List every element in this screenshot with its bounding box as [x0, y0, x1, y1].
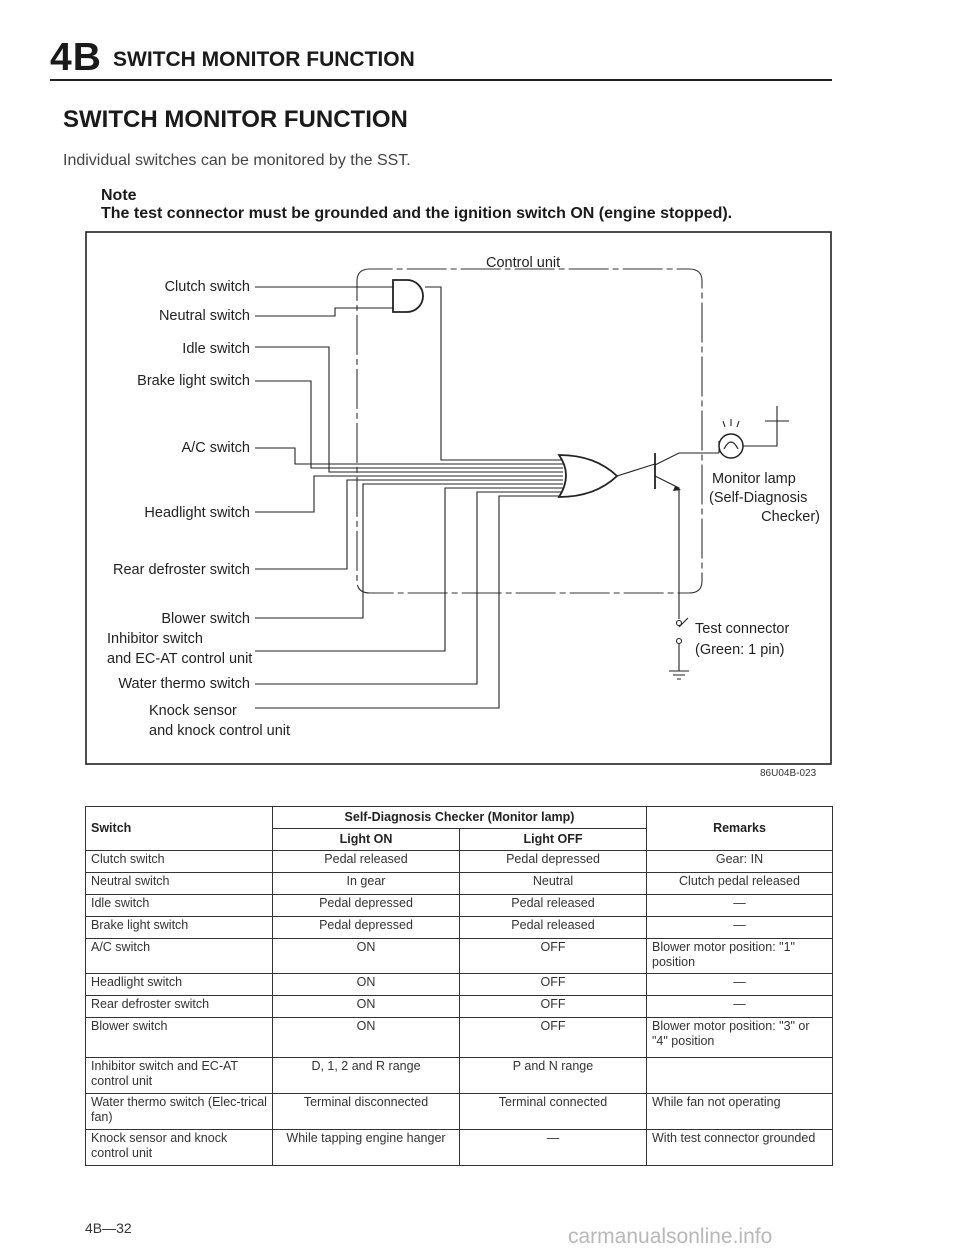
neutral-switch-label: Neutral switch: [158, 308, 250, 324]
switch-header: Switch: [86, 807, 273, 851]
row-light-off: P and N range: [460, 1058, 647, 1094]
row-switch: Water thermo switch (Elec-trical fan): [86, 1094, 273, 1130]
row-light-on: Pedal depressed: [273, 895, 460, 917]
row-switch: Rear defroster switch: [86, 996, 273, 1018]
row-light-off: OFF: [460, 1018, 647, 1058]
intro-text: Individual switches can be monitored by the SST.: [63, 152, 411, 169]
table-row: [86, 873, 833, 895]
water-thermo-wire: [255, 492, 563, 684]
row-light-on: ON: [273, 996, 460, 1018]
test-connector-label: Test connector: [695, 621, 790, 637]
row-light-on: Pedal depressed: [273, 917, 460, 939]
row-switch: Brake light switch: [86, 917, 273, 939]
row-light-off: OFF: [460, 939, 647, 974]
row-light-off: Pedal released: [460, 917, 647, 939]
section-number: 4B: [50, 36, 102, 79]
lamp-supply: [743, 421, 777, 446]
row-switch: Neutral switch: [86, 873, 273, 895]
row-light-off: OFF: [460, 974, 647, 996]
watermark: carmanualsonline.info: [568, 1225, 773, 1248]
row-remarks: —: [647, 996, 833, 1018]
light-off-header: Light OFF: [460, 829, 647, 851]
figure-code: 86U04B-023: [760, 768, 817, 779]
row-light-on: ON: [273, 939, 460, 974]
table-row: [86, 996, 833, 1018]
brake-wire: [255, 381, 563, 468]
rear-defroster-switch-label: Rear defroster switch: [113, 562, 250, 578]
row-light-off: Pedal released: [460, 895, 647, 917]
light-on-header: Light ON: [273, 829, 460, 851]
row-light-on: Pedal released: [273, 851, 460, 873]
table-row: [86, 895, 833, 917]
switch-monitor-table: [85, 806, 833, 1166]
row-light-off: Pedal depressed: [460, 851, 647, 873]
checker-header: Self-Diagnosis Checker (Monitor lamp): [273, 807, 647, 829]
row-switch: Headlight switch: [86, 974, 273, 996]
remarks-header: Remarks: [647, 807, 833, 851]
test-connector-label-2: (Green: 1 pin): [695, 642, 785, 658]
or-gate: [559, 455, 617, 497]
monitor-lamp-label: Monitor lamp: [712, 471, 796, 487]
row-switch: Clutch switch: [86, 851, 273, 873]
table-row: [86, 1094, 833, 1130]
idle-switch-label: Idle switch: [182, 341, 250, 357]
row-remarks: Clutch pedal released: [647, 873, 833, 895]
row-light-off: OFF: [460, 996, 647, 1018]
and-output-wire: [425, 287, 563, 460]
inhibitor-switch-label-2: and EC-AT control unit: [107, 651, 253, 667]
row-light-on: D, 1, 2 and R range: [273, 1058, 460, 1094]
row-switch: A/C switch: [86, 939, 273, 974]
row-switch: Knock sensor and knock control unit: [86, 1130, 273, 1166]
transistor-emitter: [655, 476, 679, 593]
control-unit-label: Control unit: [486, 255, 561, 271]
inhibitor-switch-label: Inhibitor switch: [107, 631, 203, 647]
neutral-wire: [255, 308, 393, 316]
row-remarks: With test connector grounded: [647, 1130, 833, 1166]
transistor-collector: [655, 453, 719, 465]
page-title: SWITCH MONITOR FUNCTION: [63, 106, 408, 133]
ac-switch-label: A/C switch: [181, 440, 250, 456]
row-light-off: Neutral: [460, 873, 647, 895]
blower-switch-label: Blower switch: [161, 611, 250, 627]
header-rule: [50, 79, 832, 81]
row-switch: Blower switch: [86, 1018, 273, 1058]
row-light-off: Terminal connected: [460, 1094, 647, 1130]
idle-wire: [255, 347, 563, 472]
row-remarks: —: [647, 895, 833, 917]
table-row: [86, 1018, 833, 1058]
table-row: [86, 917, 833, 939]
ground-icon: [669, 671, 689, 679]
wiring-diagram: [85, 231, 832, 765]
monitor-lamp-label-3: Checker): [761, 509, 820, 525]
clutch-switch-label: Clutch switch: [164, 279, 250, 295]
monitor-lamp-icon: [719, 434, 743, 458]
or-output-wire: [617, 464, 655, 476]
table-row: [86, 974, 833, 996]
row-light-on: While tapping engine hanger: [273, 1130, 460, 1166]
row-remarks: Blower motor position: "1" position: [647, 939, 833, 974]
knock-wire: [255, 496, 563, 708]
table-row: [86, 939, 833, 974]
page-number: 4B—32: [85, 1220, 132, 1236]
row-light-on: ON: [273, 974, 460, 996]
row-switch: Idle switch: [86, 895, 273, 917]
control-unit-box: [357, 269, 702, 593]
row-remarks: While fan not operating: [647, 1094, 833, 1130]
water-thermo-switch-label: Water thermo switch: [118, 676, 250, 692]
headlight-wire: [255, 476, 563, 512]
note-label: Note: [101, 187, 137, 204]
knock-sensor-label: Knock sensor: [149, 703, 237, 719]
brake-light-switch-label: Brake light switch: [137, 373, 250, 389]
knock-sensor-label-2: and knock control unit: [149, 723, 291, 739]
row-remarks: [647, 1058, 833, 1094]
row-remarks: Blower motor position: "3" or "4" position: [647, 1018, 833, 1058]
row-switch: Inhibitor switch and EC-AT control unit: [86, 1058, 273, 1094]
row-remarks: Gear: IN: [647, 851, 833, 873]
blower-wire: [255, 484, 563, 618]
note-text: The test connector must be grounded and the ignition switch ON (engine stopped).: [101, 205, 733, 222]
row-remarks: —: [647, 974, 833, 996]
header-title: SWITCH MONITOR FUNCTION: [113, 48, 415, 71]
headlight-switch-label: Headlight switch: [144, 505, 250, 521]
row-light-on: In gear: [273, 873, 460, 895]
row-light-off: —: [460, 1130, 647, 1166]
row-light-on: ON: [273, 1018, 460, 1058]
row-remarks: —: [647, 917, 833, 939]
ac-wire: [255, 448, 563, 464]
row-light-on: Terminal disconnected: [273, 1094, 460, 1130]
table-row: [86, 1058, 833, 1094]
table-row: [86, 851, 833, 873]
rear-defroster-wire: [255, 480, 563, 569]
table-row: [86, 1130, 833, 1166]
monitor-lamp-label-2: (Self-Diagnosis: [709, 490, 808, 506]
and-gate: [393, 280, 423, 312]
